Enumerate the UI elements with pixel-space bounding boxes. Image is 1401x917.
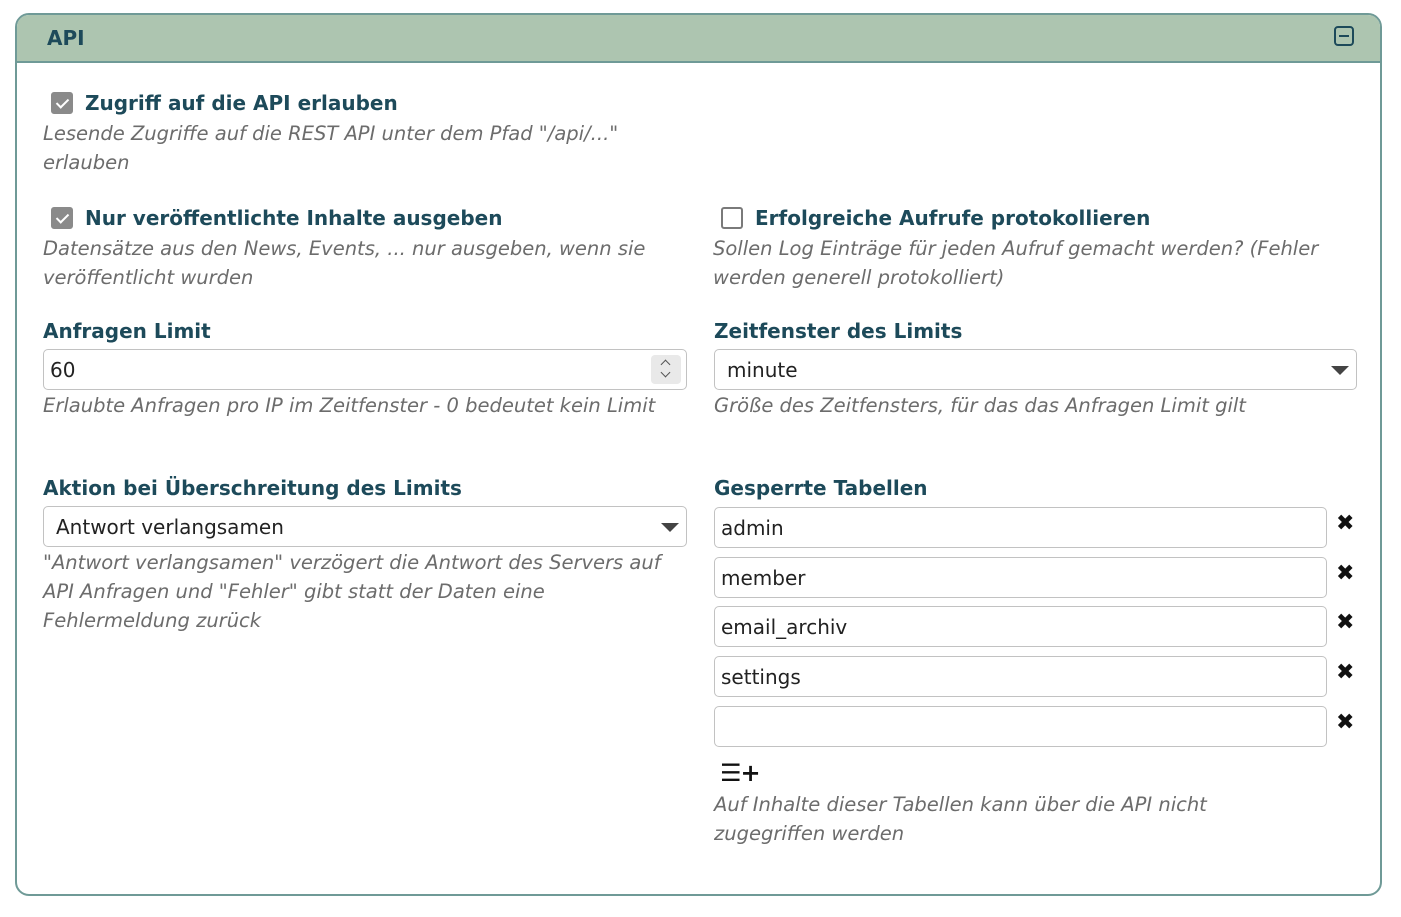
limit-action-value: Antwort verlangsamen: [56, 514, 284, 539]
minus-square-icon[interactable]: [1334, 26, 1354, 46]
allow-api-checkbox[interactable]: [51, 92, 73, 114]
remove-icon[interactable]: ✖: [1336, 660, 1355, 685]
published-only-checkbox[interactable]: [51, 207, 73, 229]
blocked-tables-field: [714, 476, 1374, 876]
table-input-value: member: [721, 565, 806, 590]
limit-action-help: "Antwort verlangsamen" verzögert die Antwort des Servers auf API Anfragen und "Fehler" gibt statt der Daten eine Fehlermeldung zurück: [43, 551, 661, 632]
allow-api-label: Zugriff auf die API erlauben: [85, 91, 398, 115]
allow-api-field: [43, 90, 691, 177]
remove-icon[interactable]: ✖: [1336, 511, 1355, 536]
table-input-value: admin: [721, 515, 784, 540]
limit-window-field: [714, 319, 1360, 420]
request-limit-label: Anfragen Limit: [43, 319, 211, 343]
limit-window-label: Zeitfenster des Limits: [714, 319, 963, 343]
blocked-tables-help: Auf Inhalte dieser Tabellen kann über die API nicht zugegriffen werden: [714, 793, 1207, 845]
number-stepper-icon[interactable]: [651, 355, 681, 384]
table-input[interactable]: [714, 507, 1327, 548]
chevron-down-icon: [1331, 366, 1349, 375]
limit-action-field: [43, 476, 689, 635]
table-input[interactable]: [714, 706, 1327, 747]
log-calls-label: Erfolgreiche Aufrufe protokollieren: [755, 206, 1151, 230]
table-row: [714, 706, 1358, 747]
log-calls-field: [713, 205, 1371, 292]
add-row-icon[interactable]: ☰+: [720, 759, 760, 787]
allow-api-help: Lesende Zugriffe auf die REST API unter dem Pfad "/api/..." erlauben: [43, 122, 619, 174]
published-only-field: [43, 205, 701, 292]
table-row: [714, 557, 1358, 598]
table-row: [714, 507, 1358, 548]
table-input-value: settings: [721, 664, 801, 689]
log-calls-help: Sollen Log Einträge für jeden Aufruf gemacht werden? (Fehler werden generell protokolliert): [713, 237, 1319, 289]
table-input[interactable]: [714, 656, 1327, 697]
log-calls-checkbox[interactable]: [721, 207, 743, 229]
request-limit-help: Erlaubte Anfragen pro IP im Zeitfenster - 0 bedeutet kein Limit: [43, 394, 656, 417]
panel-header[interactable]: [17, 15, 1380, 63]
published-only-help: Datensätze aus den News, Events, ... nur ausgeben, wenn sie veröffentlicht wurden: [43, 237, 646, 289]
table-input[interactable]: [714, 606, 1327, 647]
chevron-down-icon: [661, 523, 679, 532]
published-only-label: Nur veröffentlichte Inhalte ausgeben: [85, 206, 503, 230]
request-limit-value: 60: [50, 357, 76, 382]
limit-window-select[interactable]: [714, 349, 1357, 390]
table-input[interactable]: [714, 557, 1327, 598]
limit-action-select[interactable]: [43, 506, 687, 547]
table-row: [714, 606, 1358, 647]
remove-icon[interactable]: ✖: [1336, 710, 1355, 735]
limit-window-value: minute: [727, 357, 798, 382]
table-input-value: email_archiv: [721, 614, 848, 639]
panel-title: API: [47, 26, 85, 50]
remove-icon[interactable]: ✖: [1336, 561, 1355, 586]
limit-window-help: Größe des Zeitfensters, für das das Anfragen Limit gilt: [714, 394, 1246, 417]
api-panel: [15, 13, 1382, 896]
blocked-tables-label: Gesperrte Tabellen: [714, 476, 928, 500]
limit-action-label: Aktion bei Überschreitung des Limits: [43, 476, 462, 500]
remove-icon[interactable]: ✖: [1336, 610, 1355, 635]
table-row: [714, 656, 1358, 697]
request-limit-input[interactable]: [43, 349, 687, 390]
request-limit-field: [43, 319, 689, 420]
